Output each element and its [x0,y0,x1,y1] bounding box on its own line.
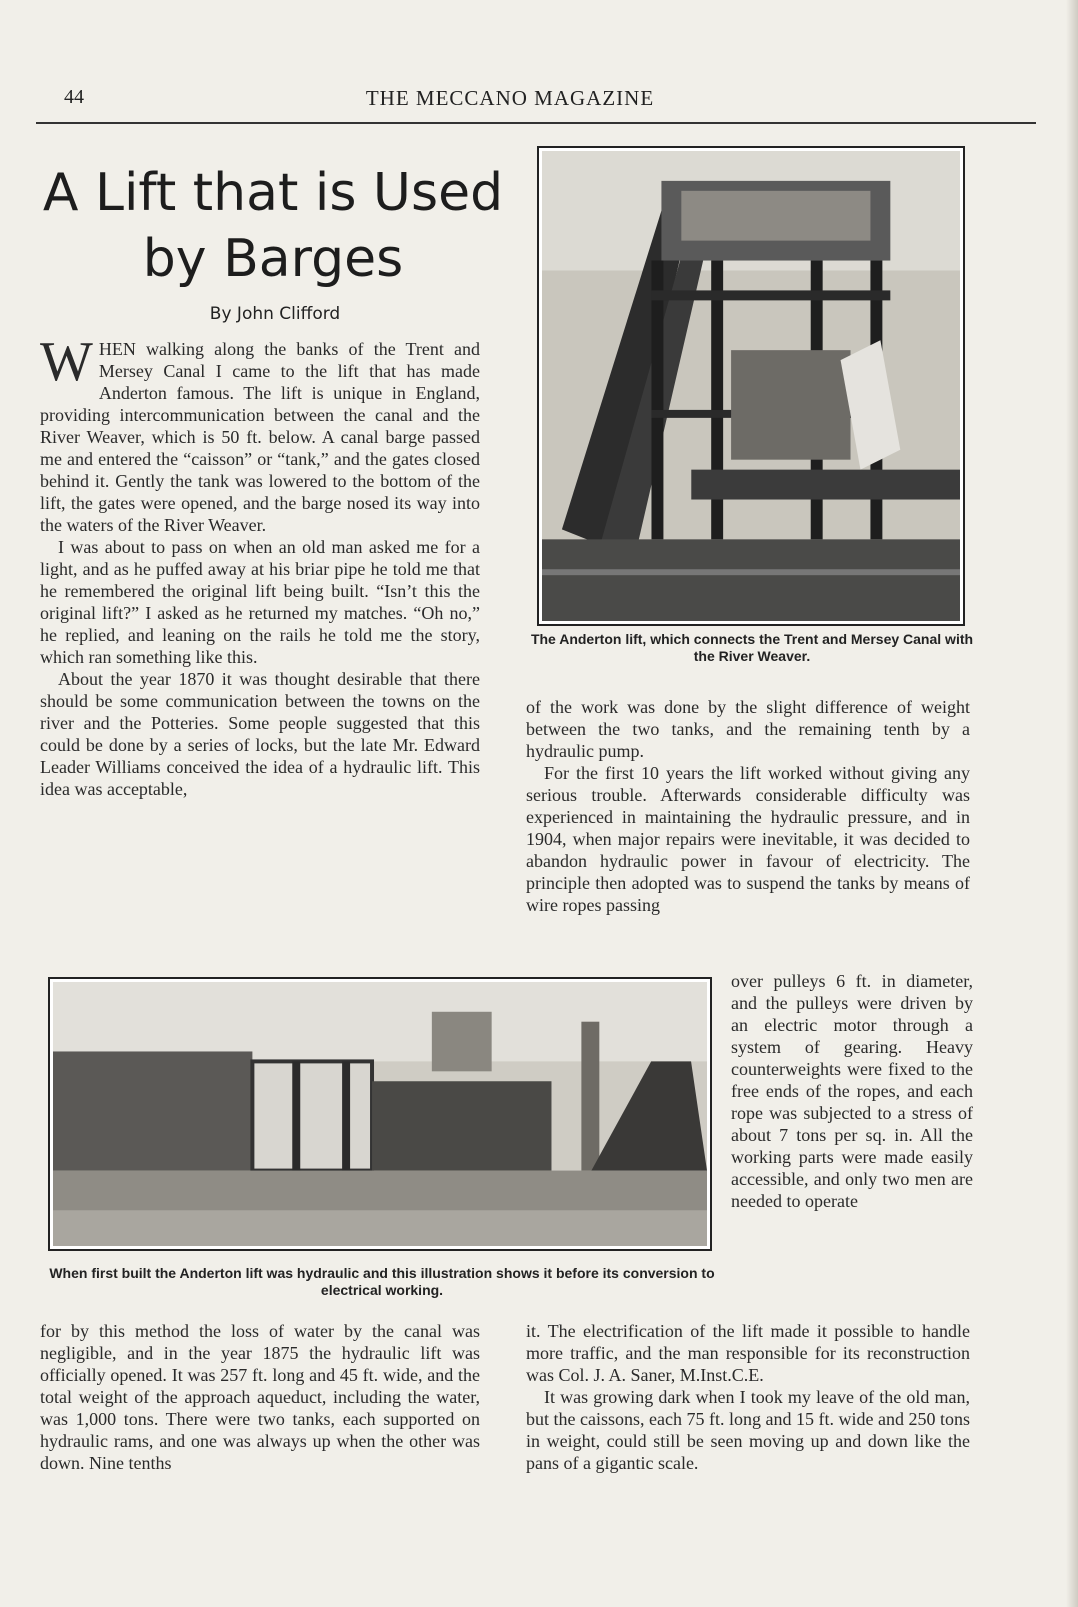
photo-anderton-lift-tower [537,146,965,626]
paragraph-4: of the work was done by the slight difference of weight between the two tanks, and the remaining tenth by a hydraulic pump. [526,697,970,761]
hydraulic-lift-illustration [53,982,707,1246]
column-right-lower [526,1320,970,1474]
running-head: THE MECCANO MAGAZINE [365,86,655,110]
title-line-1: A Lift that is Used [42,163,504,223]
header-rule [36,122,1036,124]
column-left-upper [40,331,480,800]
photo-original-hydraulic-lift [48,977,712,1251]
paragraph-5: For the first 10 years the lift worked without giving any serious trouble. Afterwards considerable difficulty was experienced in maintaining the hydraulic pressure, and in 1904, when major repairs were inevitable, it was decided to abandon hydraulic power in favour of electricity. The principle then adopted was to suspend the tanks by means of wire ropes passing [526,763,970,915]
column-wrap-text [731,970,973,1212]
drop-cap: W [40,331,93,393]
column-left-lower [40,1320,480,1474]
paragraph-5-cont: over pulleys 6 ft. in diameter, and the pulleys were driven by an electric motor through a system of gearing. Heavy counterweights were fixed to the free ends of the ropes, and each rope was subjected to a stress of about 7 tons per sq. in. All the working parts were made easily accessible, and only two men are needed to operate [731,971,973,1211]
paragraph-3-cont: for by this method the loss of water by the canal was negligible, and in the year 1875 the hydraulic lift was officially opened. It was 257 ft. long and 45 ft. wide, and the total weight of the approach aqueduct, including the water, was 1,000 tons. There were two tanks, each supported on hydraulic rams, and one was always up when the other was down. Nine tenths [40,1321,480,1473]
column-right-upper [526,696,970,916]
title-line-2: by Barges [142,229,404,289]
paragraph-1: WHEN walking along the banks of the Trent and Mersey Canal I came to the lift that has made Anderton famous. The lift is unique in England, providing intercommunication between the canal and the River Weaver, which is 50 ft. below. A canal barge passed me and entered the “caisson” or “tank,” and the gates closed behind it. Gently the tank was lowered to the bottom of the lift, the gates were opened, and the barge nosed its way into the waters of the River Weaver. [40,331,480,535]
top-photo-caption: The Anderton lift, which connects the Trent and Mersey Canal with the River Weaver. [530,631,974,664]
article-title [38,160,508,292]
byline: By John Clifford [209,304,341,324]
bottom-photo-caption: When first built the Anderton lift was hydraulic and this illustration shows it before its conversion to electrical working. [49,1265,715,1298]
paragraph-2: I was about to pass on when an old man asked me for a light, and as he puffed away at his briar pipe he told me that he remembered the original lift being built. “Isn’t this the original lift?” I asked as he returned my matches. “Oh no,” he replied, and leaning on the rails he told me the story, which ran something like this. [40,537,480,667]
paragraph-6: it. The electrification of the lift made it possible to handle more traffic, and the man responsible for its reconstruction was Col. J. A. Saner, M.Inst.C.E. [526,1321,970,1385]
lift-tower-illustration [542,151,960,621]
paragraph-3: About the year 1870 it was thought desirable that there should be some communication between the towns on the river and the Potteries. Some people suggested that this could be done by a series of locks, but the late Mr. Edward Leader Williams conceived the idea of a hydraulic lift. This idea was acceptable, [40,669,480,799]
paragraph-7: It was growing dark when I took my leave of the old man, but the caissons, each 75 ft. long and 15 ft. wide and 250 tons in weight, could still be seen moving up and down like the pans of a gigantic scale. [526,1387,970,1473]
page-number: 44 [64,86,84,108]
page-edge-shadow [1066,0,1078,1607]
